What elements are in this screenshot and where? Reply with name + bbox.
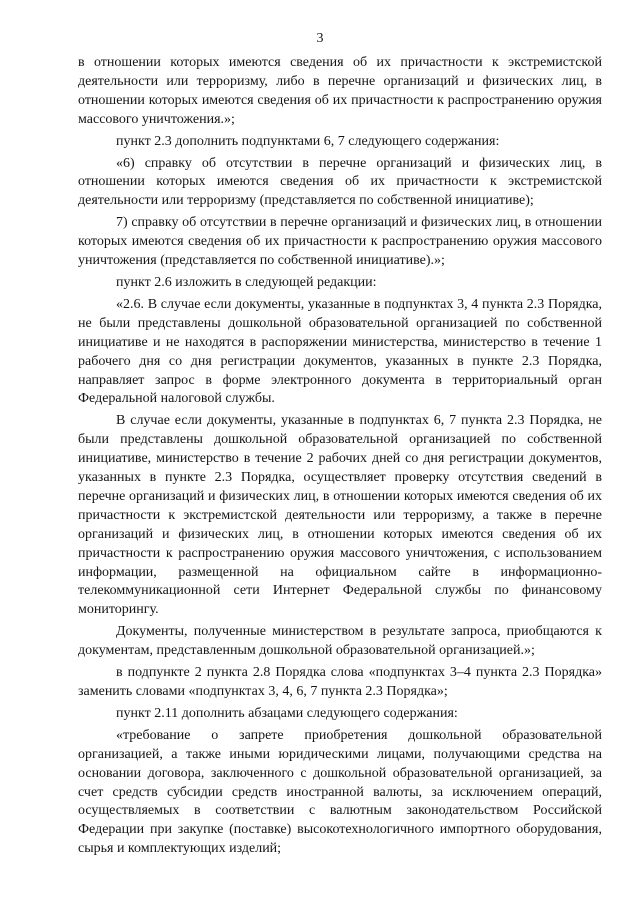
- paragraph-amendment-2-11: пункт 2.11 дополнить абзацами следующего содержания:: [116, 705, 458, 721]
- paragraph-subitem-6: «6) справку об отсутствии в перечне организаций и физических лиц, в отношении которых имеются сведения об их причастности к экстремистской деятельности или терроризму (представляется по собственной инициативе);: [78, 155, 602, 209]
- paragraph-amendment-2-6: пункт 2.6 изложить в следующей редакции:: [116, 274, 377, 290]
- page-number: 3: [316, 31, 324, 46]
- paragraph-continuation: в отношении которых имеются сведения об их причастности к экстремистской деятельности или терроризму, либо в перечне организаций и физических лиц, в отношении которых имеются сведения об их причастности к распространению оружия массового уничтожения.»;: [78, 55, 602, 127]
- paragraph-amendment-2-8: в подпункте 2 пункта 2.8 Порядка слова «подпунктах 3–4 пункта 2.3 Порядка» заменить словами «подпунктах 3, 4, 6, 7 пункта 2.3 Порядка»;: [78, 665, 602, 699]
- paragraph-amendment-2-3: пункт 2.3 дополнить подпунктами 6, 7 следующего содержания:: [116, 133, 500, 149]
- paragraph-documents-received: Документы, полученные министерством в результате запроса, приобщаются к документам, представленным дошкольной образовательной организацией.»;: [78, 624, 602, 659]
- paragraph-requirement: «требование о запрете приобретения дошкольной образовательной организацией, а также иными юридическими лицами, получающими средства на основании договора, заключенного с дошкольной образовательной организацией, за счет средств субсидии средств иностранной валюты, за исключением операций, осуществляемых в соответствии с валютным законодательством Российской Федерации при закупке (поставке) высокотехнологичного импортного оборудования, сырья и комплектующих изделий;: [78, 727, 602, 857]
- document-body: [78, 54, 602, 859]
- paragraph-clause-2-6-second: В случае если документы, указанные в подпунктах 6, 7 пункта 2.3 Порядка, не были представлены дошкольной образовательной организацией по собственной инициативе, министерство в течение 2 рабочих дней со дня регистрации документов, указанных в пункте 2.3 Порядка, осуществляет проверку отсутствия сведений в перечне организаций и физических лиц, в отношении которых имеются сведения об их причастности к экстремистской деятельности или терроризму, а также в перечне организаций и физических лиц, в отношении которых имеются сведения об их причастности к распространению оружия массового уничтожения, с использованием информации, размещенной на официальном сайте в информационно-телекоммуникационной сети Интернет Федеральной службы по финансовому мониторингу.: [78, 413, 602, 618]
- paragraph-subitem-7: 7) справку об отсутствии в перечне организаций и физических лиц, в отношении которых имеются сведения об их причастности к распространению оружия массового уничтожения (представляется по собственной инициативе).»;: [78, 215, 602, 269]
- paragraph-clause-2-6: «2.6. В случае если документы, указанные в подпунктах 3, 4 пункта 2.3 Порядка, не были представлены дошкольной образовательной организацией по собственной инициативе и не находятся в распоряжении министерства, министерство в течение 1 рабочего дня со дня регистрации документов, указанных в пункте 2.3 Порядка, направляет запрос в форме электронного документа в территориальный орган Федеральной налоговой службы.: [78, 296, 602, 407]
